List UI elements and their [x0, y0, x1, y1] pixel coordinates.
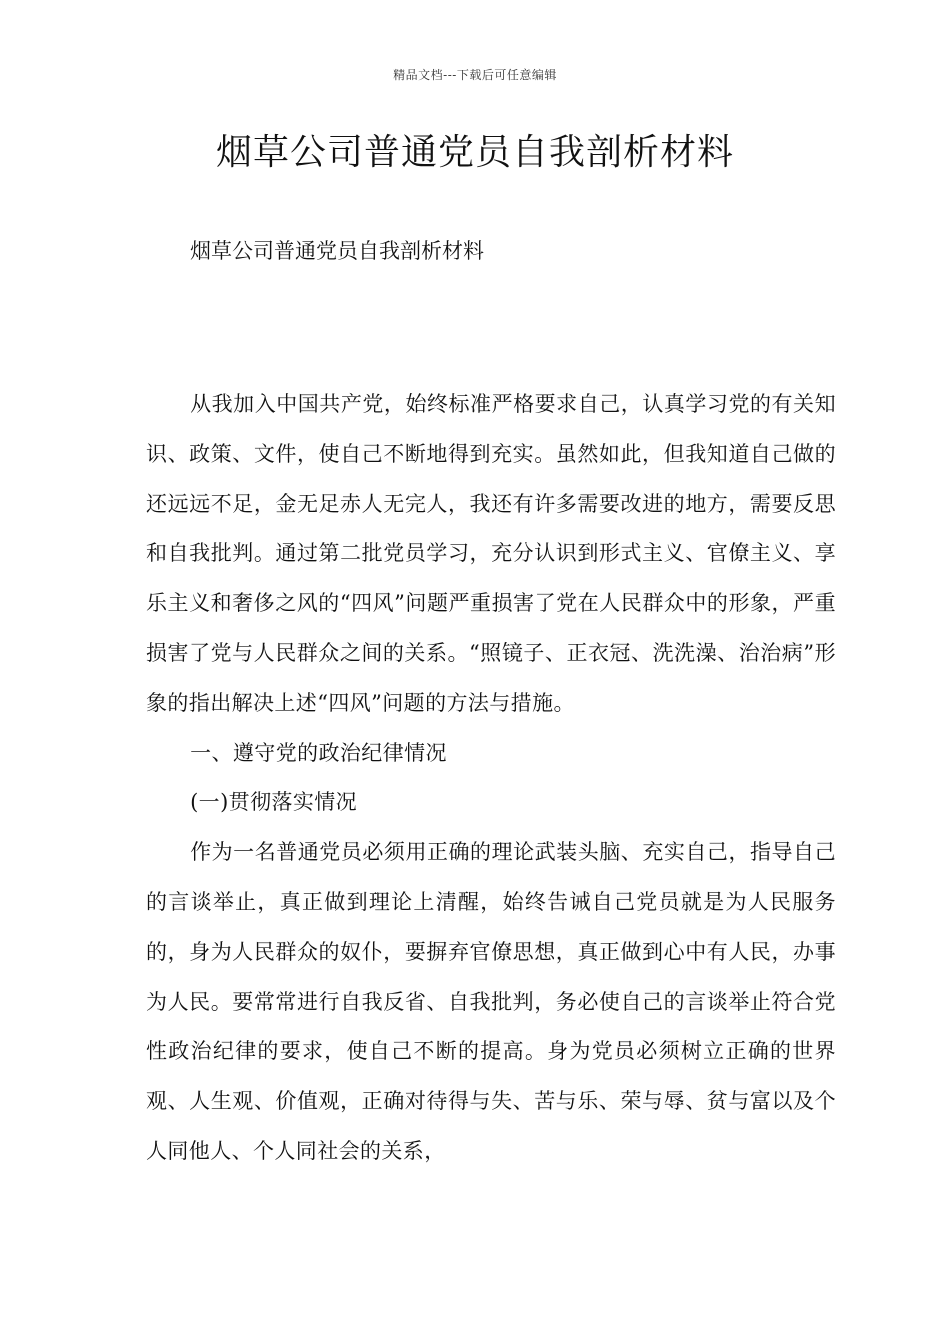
paragraph-body: 作为一名普通党员必须用正确的理论武装头脑、充实自己，指导自己的言谈举止，真正做到理论上清醒，始终告诫自己党员就是为人民服务的，身为人民群众的奴仆，要摒弃官僚思想，真正做到心中有人民，办事为人民。要常常进行自我反省、自我批判，务必使自己的言谈举止符合党性政治纪律的要求，使自己不断的提高。身为党员必须树立正确的世界观、人生观、价值观，正确对待得与失、苦与乐、荣与辱、贫与富以及个人同他人、个人同社会的关系， [146, 840, 836, 1163]
subsection-heading: (一)贯彻落实情况 [190, 790, 358, 815]
document-title: 烟草公司普通党员自我剖析材料 [215, 132, 734, 173]
header-note: 精品文档---下载后可任意编辑 [393, 68, 557, 82]
document-body [146, 380, 836, 1177]
document-subtitle: 烟草公司普通党员自我剖析材料 [190, 239, 484, 263]
section-heading: 一、遵守党的政治纪律情况 [190, 740, 447, 765]
paragraph-intro: 从我加入中国共产党，始终标准严格要求自己，认真学习党的有关知识、政策、文件，使自己不断地得到充实。虽然如此，但我知道自己做的还远远不足，金无足赤人无完人，我还有许多需要改进的地方，需要反思和自我批判。通过第二批党员学习，充分认识到形式主义、官僚主义、享乐主义和奢侈之风的“四风”问题严重损害了党在人民群众中的形象，严重损害了党与人民群众之间的关系。“照镜子、正衣冠、洗洗澡、治治病”形象的指出解决上述“四风”问题的方法与措施。 [146, 392, 836, 715]
